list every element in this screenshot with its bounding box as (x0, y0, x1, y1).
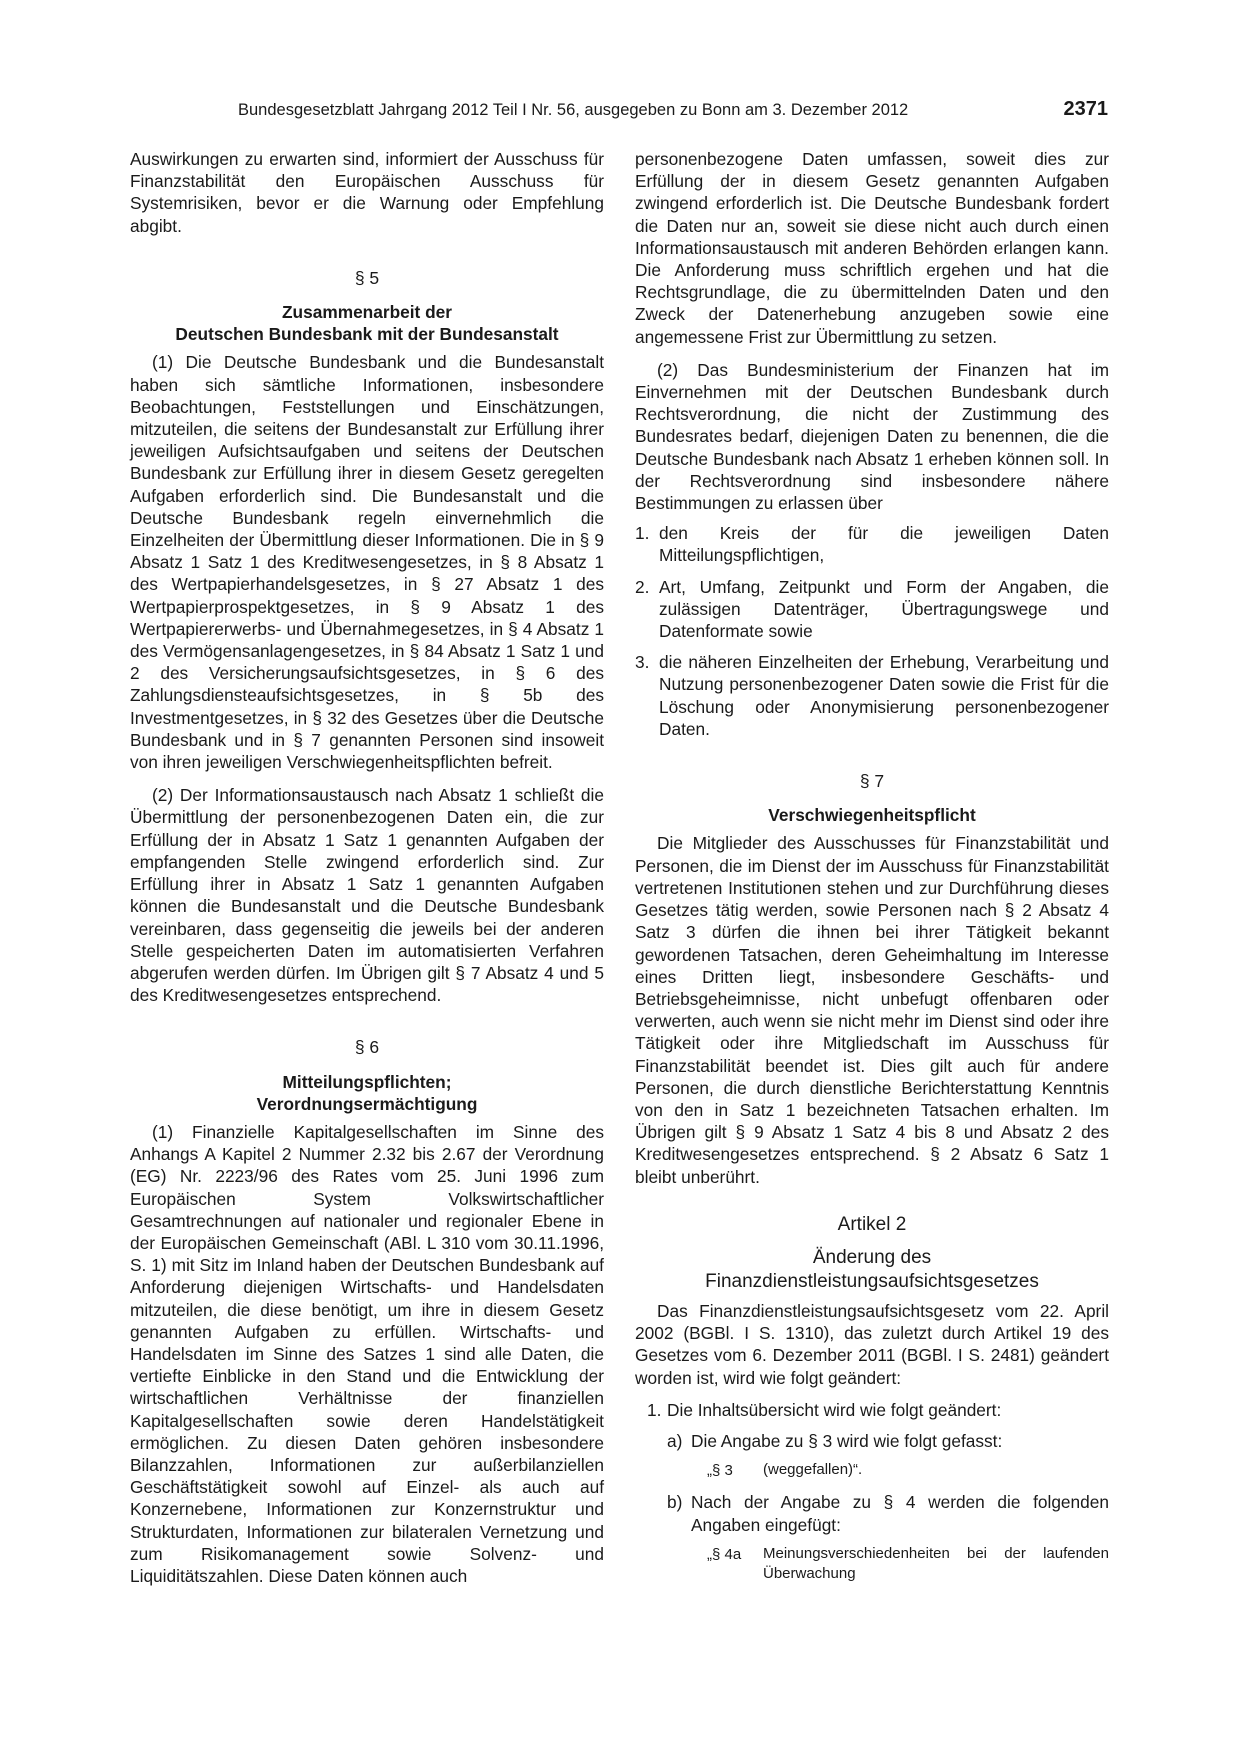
amendment-item-1 (647, 1399, 1109, 1421)
article-2-intro: Das Finanzdienstleistungsaufsichtsgesetz vom 22. April 2002 (BGBl. I S. 1310), das zuletzt durch Artikel 19 des Gesetzes vom 6. Dezember 2011 (BGBl. I S. 2481) geändert worden ist, wird wie folgt geändert: (635, 1300, 1109, 1388)
sub-b-label: b) (667, 1492, 683, 1513)
sub-a-quote-code: „§ 3 (707, 1462, 733, 1480)
sub-a-label: a) (667, 1430, 683, 1451)
sub-b-quote-code: „§ 4a (707, 1545, 742, 1563)
article-2-heading: Artikel 2 (837, 1213, 907, 1235)
article-2-title-line1: Änderung des (812, 1246, 932, 1268)
section-5-title-line1: Zusammenarbeit der (282, 302, 452, 323)
intro-paragraph: Auswirkungen zu erwarten sind, informiert der Ausschuss für Finanzstabilität den Europäischen Ausschuss für Systemrisiken, bevor er die Warnung oder Empfehlung abgibt. (130, 149, 604, 236)
section-5-title (130, 301, 604, 345)
section-6-title (130, 1071, 604, 1115)
section-5-number: § 5 (354, 267, 380, 288)
amendment-item-1-label: 1. (647, 1399, 662, 1420)
section-6-title-line2: Verordnungsermächtigung (256, 1093, 478, 1114)
article-2-title (635, 1246, 1109, 1294)
sub-b-text: Nach der Angabe zu § 4 werden die folgenden Angaben eingefügt: (691, 1492, 1109, 1535)
article-2-title-line2: Finanzdienstleistungsaufsichtsgesetzes (705, 1270, 1039, 1292)
page-number: 2371 (1063, 98, 1108, 120)
section-6-paragraph-2: (2) Das Bundesministerium der Finanzen hat im Einvernehmen mit der Deutschen Bundesbank durch Rechtsverordnung, die nicht der Zustimmung des Bundesrates bedarf, diejenigen Daten zu benennen, die die Deutsche Bundesbank nach Absatz 1 erheben können soll. In der Rechtsverordnung sind insbesondere nähere Bestimmungen zu erlassen über (635, 359, 1109, 514)
list-item (635, 651, 1109, 740)
list-item-text: die näheren Einzelheiten der Erhebung, Verarbeitung und Nutzung personenbezogener Daten sowie die Frist für die Löschung oder Anonymisierung personenbezogener Daten. (659, 652, 1109, 739)
sub-a-quote (707, 1460, 1109, 1482)
numbered-list (635, 522, 1109, 740)
section-5-title-line2: Deutschen Bundesbank mit der Bundesanstalt (175, 324, 559, 345)
amendment-sublist (647, 1430, 1109, 1584)
list-item (635, 576, 1109, 643)
list-item-number: 3. (635, 652, 650, 673)
list-item-number: 1. (635, 523, 650, 544)
sub-a-quote-text: (weggefallen)“. (763, 1461, 863, 1479)
section-6-title-line1: Mitteilungspflichten; (282, 1071, 452, 1092)
continued-paragraph: personenbezogene Daten umfassen, soweit dies zur Erfüllung der in diesem Gesetz genannten Aufgaben zwingend erforderlich ist. Die Deutsche Bundesbank fordert die Daten nur an, soweit sie diese nicht auch durch einen Informationsaustausch mit anderen Behörden erlangen kann. Die Anforderung muss schriftlich ergehen und hat die Rechtsgrundlage, die zu übermittelnden Daten und den Zweck der Datenerhebung anzugeben sowie eine angemessene Frist zur Übermittlung zu setzen. (635, 149, 1109, 347)
section-5-paragraph-2: (2) Der Informationsaustausch nach Absatz 1 schließt die Übermittlung der personenbezogenen Daten ein, die zur Erfüllung der in Absatz 1 Satz 1 genannten Aufgaben der empfangenden Stelle zwingend erforderlich sind. Zur Erfüllung ihrer in Absatz 1 Satz 1 genannten Aufgaben können die Bundesanstalt und die Deutsche Bundesbank vereinbaren, dass gegenseitig die jeweils bei der anderen Stelle gespeicherten Daten im automatisierten Verfahren abgerufen werden dürfen. Im Übrigen gilt § 7 Absatz 4 und 5 des Kreditwesengesetzes entsprechend. (130, 785, 604, 1006)
section-7-title: Verschwiegenheitspflicht (768, 805, 976, 826)
right-column (635, 148, 1109, 1584)
left-column (130, 148, 604, 1587)
section-6-paragraph-1: (1) Finanzielle Kapitalgesellschaften im Sinne des Anhangs A Kapitel 2 Nummer 2.32 bis 2.67 der Verordnung (EG) Nr. 2223/96 des Rates vom 25. Juni 1996 zum Europäischen System Volkswirtschaftlicher Gesamtrechnungen auf nationaler und regionaler Ebene in der Europäischen Gemeinschaft (ABl. L 310 vom 30.11.1996, S. 1) mit Sitz im Inland haben der Deutschen Bundesbank auf Anforderung diejenigen Wirtschafts- und Handelsdaten mitzuteilen, die diese benötigt, um ihre in diesem Gesetz genannten Aufgaben zu erfüllen. Wirtschafts- und Handelsdaten im Sinne des Satzes 1 sind alle Daten, die vertiefte Einblicke in den Stand und die Entwicklung der wirtschaftlichen Verhältnisse der finanziellen Kapitalgesellschaften sowie deren Handelstätigkeit ermöglichen. Zu diesen Daten gehören insbesondere Bilanzzahlen, Informationen zur außerbilanziellen Geschäftstätigkeit sowohl auf Einzel- als auch auf Konzernebene, Informationen zur Konzernstruktur und Strukturdaten, Informationen zur bilateralen Vernetzung und zum Risikomanagement sowie Solvenz- und Liquiditätszahlen. Diese Daten können auch (130, 1121, 604, 1586)
sub-a-text: Die Angabe zu § 3 wird wie folgt gefasst: (691, 1430, 1003, 1451)
amendment-sub-a (647, 1430, 1109, 1452)
gazette-header-title: Bundesgesetzblatt Jahrgang 2012 Teil I Nr. 56, ausgegeben zu Bonn am 3. Dezember 2012 (238, 101, 909, 119)
amendment-item-1-text: Die Inhaltsübersicht wird wie folgt geändert: (667, 1399, 1002, 1420)
section-7-paragraph: Die Mitglieder des Ausschusses für Finanzstabilität und Personen, die im Dienst der im Ausschuss für Finanzstabilität vertretenen Institutionen stehen und zur Durchführung dieses Gesetzes tätig werden, sowie Personen nach § 2 Absatz 4 Satz 3 dürfen die ihnen bei ihrer Tätigkeit bekannt gewordenen Tatsachen, deren Geheimhaltung im Interesse eines Dritten liegt, insbesondere Geschäfts- und Betriebsgeheimnisse, nicht unbefugt offenbaren oder verwerten, auch wenn sie nicht mehr im Dienst sind oder ihre Tätigkeit oder ihre Mitgliedschaft im Ausschuss für Finanzstabilität beendet ist. Dies gilt auch für andere Personen, die durch dienstliche Berichterstattung Kenntnis von den in Satz 1 bezeichneten Tatsachen erhalten. Im Übrigen gilt § 9 Absatz 1 Satz 4 bis 8 und Absatz 2 des Kreditwesengesetzes entsprechend. § 2 Absatz 6 Satz 1 bleibt unberührt. (635, 833, 1109, 1187)
amendment-sub-b (647, 1491, 1109, 1535)
sub-b-quote-text: Meinungsverschiedenheiten bei der laufenden Überwachung (763, 1544, 1109, 1582)
section-7-number: § 7 (859, 771, 885, 792)
list-item (635, 522, 1109, 566)
section-6-number: § 6 (354, 1037, 380, 1058)
list-item-text: den Kreis der für die jeweiligen Daten Mitteilungspflichtigen, (659, 523, 1109, 566)
list-item-text: Art, Umfang, Zeitpunkt und Form der Angaben, die zulässigen Datenträger, Übertragungswege und Datenformate sowie (659, 576, 1109, 642)
section-5-paragraph-1: (1) Die Deutsche Bundesbank und die Bundesanstalt haben sich sämtliche Informationen, insbesondere Beobachtungen, Feststellungen und Einschätzungen, mitzuteilen, die seitens der Bundesanstalt zur Erfüllung ihrer jeweiligen Aufsichtsaufgaben und seitens der Deutschen Bundesbank zur Erfüllung ihrer in diesem Gesetz geregelten Aufgaben erforderlich sind. Die Bundesanstalt und die Deutsche Bundesbank regeln einvernehmlich die Einzelheiten der Übermittlung dieser Informationen. Die in § 9 Absatz 1 Satz 1 des Kreditwesengesetzes, in § 8 Absatz 1 des Wertpapierhandelsgesetzes, in § 27 Absatz 1 des Wertpapierprospektgesetzes, in § 9 Absatz 1 des Wertpapiererwerbs- und Übernahmegesetzes, in § 4 Absatz 1 des Vermögensanlagengesetzes, in § 84 Absatz 1 Satz 1 und 2 des Versicherungsaufsichtsgesetzes, in § 6 des Zahlungsdiensteaufsichtsgesetzes, in § 5b des Investmentgesetzes, in § 32 des Gesetzes über die Deutsche Bundesbank und in § 7 genannten Personen sind insoweit von ihren jeweiligen Verschwiegenheitspflichten befreit. (130, 352, 604, 773)
list-item-number: 2. (635, 576, 650, 597)
sub-b-quote (707, 1544, 1109, 1584)
